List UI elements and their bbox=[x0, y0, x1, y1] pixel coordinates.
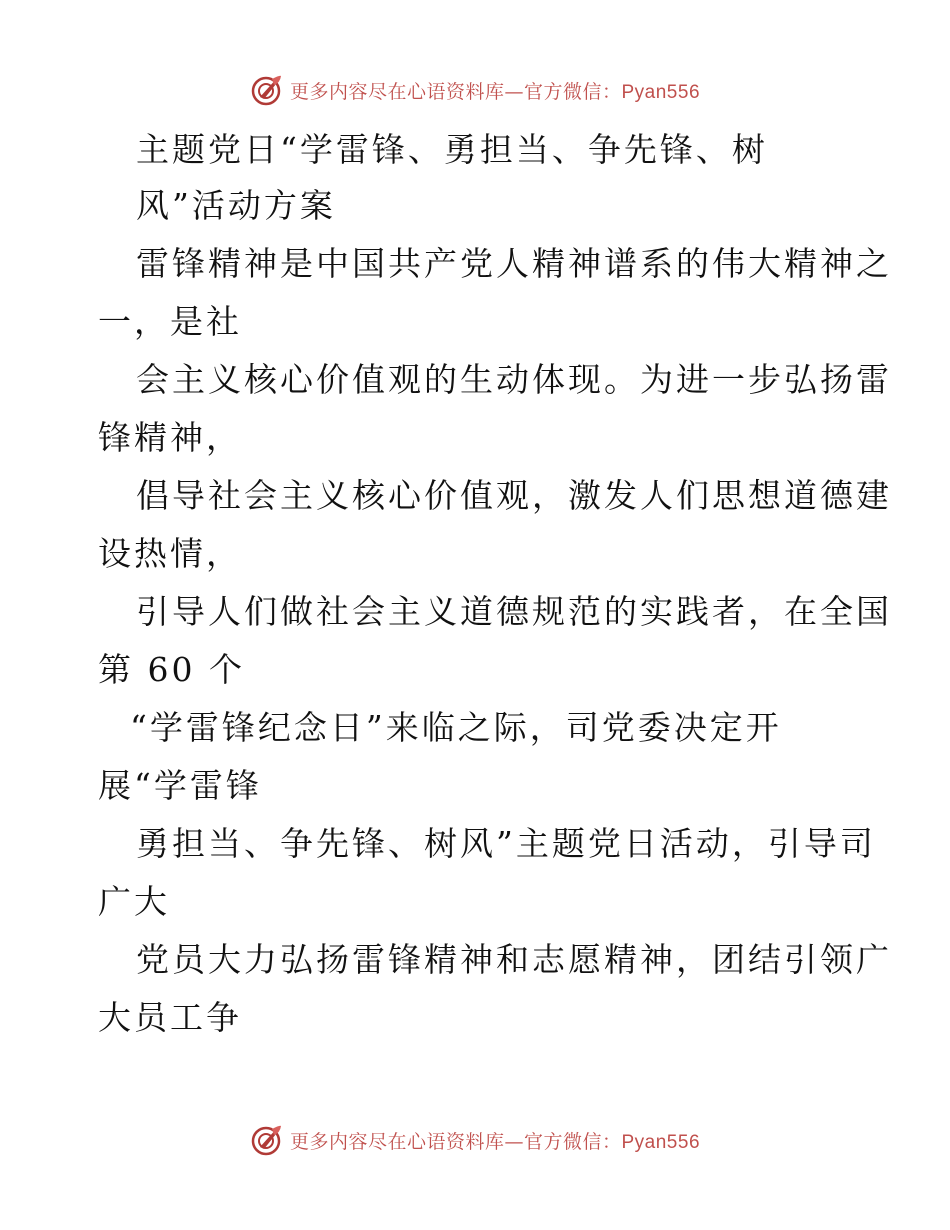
paragraph-line: 雷锋精神是中国共产党人精神谱系的伟大精神之 bbox=[136, 244, 892, 283]
banner-wechat-label: 官方微信： bbox=[523, 80, 622, 103]
paragraph-line: 倡导社会主义核心价值观，激发人们思想道德建 bbox=[136, 476, 892, 515]
paragraph-line: 锋精神， bbox=[98, 418, 242, 457]
banner-wechat-label: 官方微信： bbox=[523, 1130, 622, 1153]
document-title-line-1: 主题党日“学雷锋、勇担当、争先锋、树 bbox=[136, 130, 768, 169]
paragraph-line: 勇担当、争先锋、树风”主题党日活动，引导司 bbox=[136, 824, 876, 863]
paragraph-line: 大员工争 bbox=[98, 998, 242, 1037]
header-banner bbox=[0, 70, 950, 110]
footer-banner bbox=[0, 1120, 950, 1160]
paragraph-line: 广大 bbox=[98, 882, 170, 921]
paragraph-line: “学雷锋纪念日”来临之际，司党委决定开 bbox=[130, 708, 782, 747]
banner-dash: — bbox=[504, 80, 524, 103]
paragraph-line: 展“学雷锋 bbox=[98, 766, 262, 805]
banner-dash: — bbox=[504, 1130, 524, 1153]
banner-wechat-id: Pyan556 bbox=[621, 1131, 701, 1153]
paragraph-line: 引导人们做社会主义道德规范的实践者，在全国 bbox=[136, 592, 892, 631]
quill-logo-icon bbox=[250, 73, 284, 107]
quill-logo-icon bbox=[250, 1123, 284, 1157]
paragraph-line: 党员大力弘扬雷锋精神和志愿精神，团结引领广 bbox=[136, 940, 892, 979]
paragraph-line: 会主义核心价值观的生动体现。为进一步弘扬雷 bbox=[136, 360, 892, 399]
paragraph-line: 设热情， bbox=[98, 534, 242, 573]
banner-main-text: 更多内容尽在心语资料库 bbox=[289, 80, 505, 103]
paragraph-line: 第 60 个 bbox=[98, 650, 245, 689]
banner-main-text: 更多内容尽在心语资料库 bbox=[289, 1130, 505, 1153]
paragraph-line: 一，是社 bbox=[98, 302, 242, 341]
document-title-line-2: 风”活动方案 bbox=[136, 186, 336, 225]
banner-wechat-id: Pyan556 bbox=[621, 81, 701, 103]
